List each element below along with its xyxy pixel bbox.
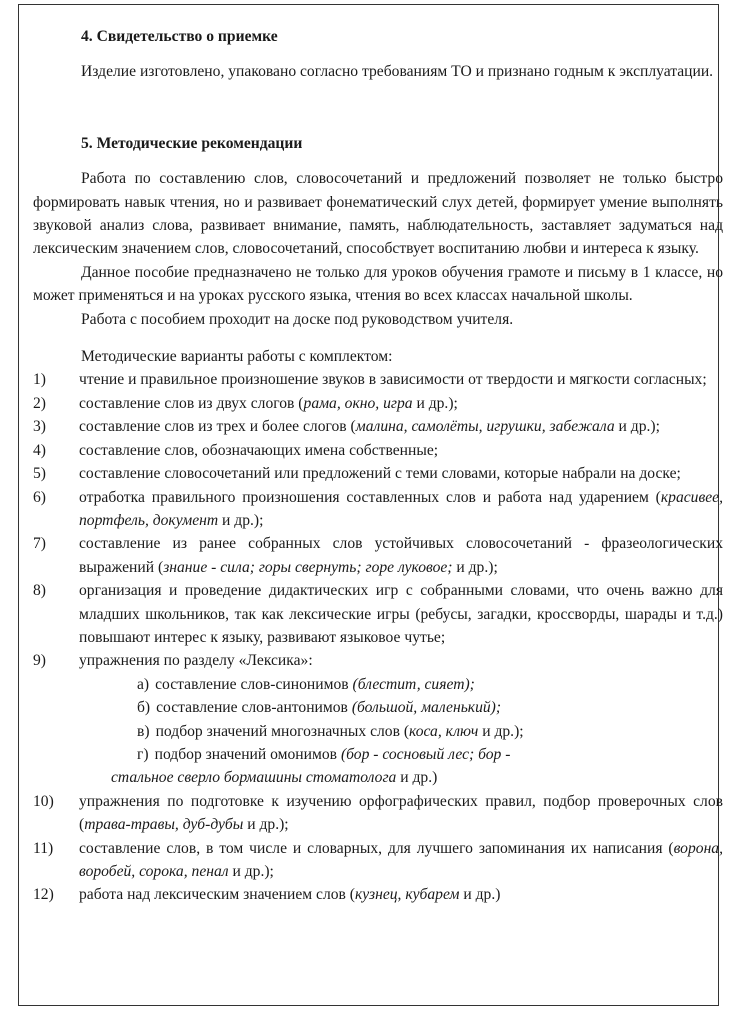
list-item — [33, 532, 723, 579]
list-tail: и др.); — [228, 863, 274, 880]
list-number: 2) — [33, 394, 46, 412]
document-body — [33, 25, 723, 907]
list-text: упражнения по подготовке к изучению орфографических правил, подбор проверочных слов ( — [79, 792, 723, 834]
list-item — [33, 462, 723, 485]
list-text: составление слов из двух слогов ( — [79, 394, 304, 412]
list-number: 7) — [33, 535, 46, 553]
sub-example: (бор - сосновый лес; бор - — [340, 745, 511, 763]
list-item — [33, 883, 723, 906]
sub-tail: и др.) — [396, 769, 438, 787]
list-tail: и др.); — [452, 558, 498, 576]
list-number: 9) — [33, 652, 46, 670]
sub-item — [33, 743, 723, 766]
list-tail: и др.); — [243, 816, 289, 834]
paragraph-3: Работа с пособием проходит на доске под руководством учителя. — [81, 310, 514, 328]
list-number: 11) — [33, 839, 54, 857]
list-number: 8) — [33, 582, 46, 600]
list-example: ворона, воробей, сорока, пенал — [79, 839, 723, 880]
sub-text: подбор значений многозначных слов ( — [155, 722, 410, 740]
list-text: составление слов, в том числе и словарных, для лучшего запоминания их написания ( — [79, 839, 674, 857]
section-4-heading: 4. Свидетельство о приемке — [81, 28, 278, 45]
list-item — [33, 649, 723, 672]
section-4-text: Изделие изготовлено, упаковано согласно требованиям ТО и признано годным к эксплуатации. — [81, 63, 714, 81]
list-text: отработка правильного произношения составленных слов и работа над ударением ( — [79, 488, 661, 506]
list-item — [33, 790, 723, 837]
methods-list-continued — [33, 790, 723, 907]
list-item — [33, 368, 723, 391]
paragraph-2: Данное пособие предназначено не только для уроков обучения грамоте и письму в 1 классе, но может применяться и на уроках русского языка, чтения во всех классах начальной школы. — [33, 263, 723, 305]
list-item — [33, 579, 723, 649]
list-example: знание - сила; горы свернуть; горе луковое; — [163, 558, 453, 576]
page-frame — [18, 4, 723, 1006]
list-number: 1) — [33, 371, 46, 389]
sub-example: (блестит, сияет); — [352, 675, 475, 693]
list-text: составление из ранее собранных слов устойчивых словосочетаний - фразеологических выражений ( — [79, 535, 723, 576]
sub-example: стальное сверло бормашины стоматолога — [111, 769, 397, 787]
list-text: составление слов из трех и более слогов ( — [79, 418, 356, 436]
methods-list — [33, 368, 723, 672]
list-tail: и др.); — [412, 394, 458, 412]
list-example: красивее, портфель, документ — [79, 488, 723, 529]
sub-item-continuation — [33, 766, 723, 789]
list-text: упражнения по разделу «Лексика»: — [79, 652, 313, 670]
list-item — [33, 415, 723, 438]
sub-mark: в) — [137, 722, 150, 740]
section-5-heading: 5. Методические рекомендации — [81, 134, 303, 152]
list-number: 4) — [33, 441, 46, 459]
paragraph-4: Методические варианты работы с комплектом: — [81, 348, 393, 366]
sub-item — [33, 720, 723, 743]
sub-item — [33, 696, 723, 719]
list-text: чтение и правильное произношение звуков в зависимости от твердости и мягкости согласных; — [79, 371, 707, 389]
list-tail: и др.); — [218, 511, 264, 529]
list-number: 10) — [33, 792, 54, 810]
sub-text: составление слов-синонимов — [155, 675, 353, 693]
list-text: работа над лексическим значением слов ( — [79, 886, 355, 904]
sub-example: (большой, маленький); — [351, 699, 502, 717]
list-item — [33, 837, 723, 884]
list-example: трава-травы, дуб-дубы — [84, 816, 244, 834]
sub-mark: г) — [137, 745, 149, 763]
list-tail: и др.); — [614, 418, 660, 436]
sub-mark: а) — [137, 675, 150, 693]
sub-item — [33, 673, 723, 696]
sub-tail: и др.); — [478, 722, 524, 740]
list-example: рама, окно, игра — [303, 394, 413, 412]
list-text: организация и проведение дидактических игр с собранными словами, что очень важно для младших школьников, так как лексические игры (ребусы, загадки, кроссворды, шарады и т.д.) повышают интерес к языку, развивают языковое чутье; — [79, 582, 723, 646]
sub-text: составление слов-антонимов — [156, 699, 352, 717]
paragraph-1: Работа по составлению слов, словосочетаний и предложений позволяет не только быстро формировать навык чтения, но и развивает фонематический слух детей, формирует умение выполнять звуковой анализ слова, развивает внимание, память, наблюдательность, заставляет задуматься над лексическим значением слов, словосочетаний, способствует воспитанию любви и интереса к языку. — [33, 170, 723, 258]
lexicon-sublist — [33, 673, 723, 790]
sub-example: коса, ключ — [409, 722, 479, 740]
sub-text: подбор значений омонимов — [154, 745, 341, 763]
list-tail: и др.) — [459, 886, 501, 904]
list-text: составление слов, обозначающих имена собственные; — [79, 441, 439, 459]
list-item — [33, 486, 723, 533]
list-item — [33, 439, 723, 462]
list-text: составление словосочетаний или предложений с теми словами, которые набрали на доске; — [79, 465, 681, 483]
sub-mark: б) — [137, 699, 151, 717]
list-number: 3) — [33, 418, 46, 436]
list-number: 6) — [33, 488, 46, 506]
list-number: 5) — [33, 465, 46, 483]
list-number: 12) — [33, 886, 54, 904]
list-example: кузнец, кубарем — [354, 886, 460, 904]
list-item — [33, 392, 723, 415]
list-example: малина, самолёты, игрушки, забежала — [355, 418, 615, 436]
